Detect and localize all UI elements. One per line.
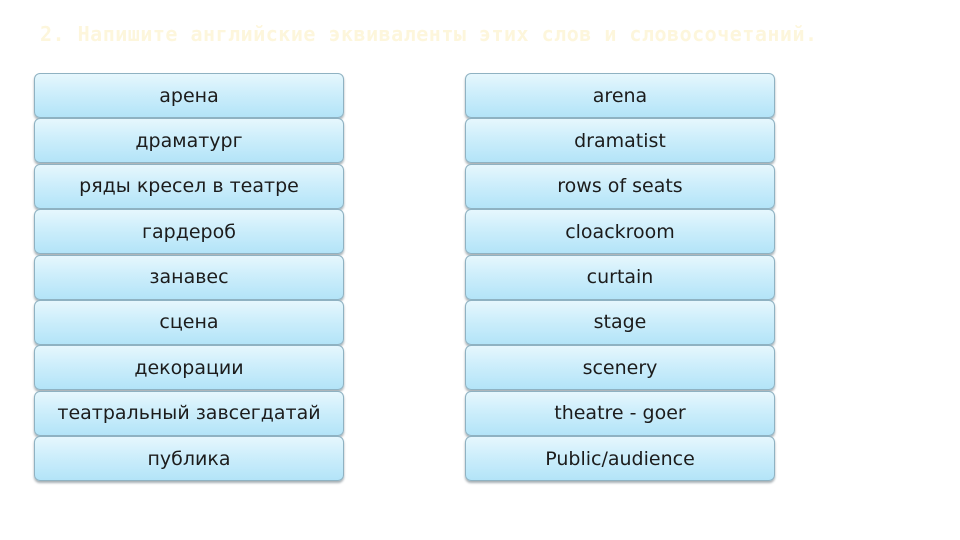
russian-term-box[interactable]: занавес xyxy=(34,255,344,300)
english-term-box[interactable]: cloackroom xyxy=(465,209,775,254)
english-term-box[interactable]: Public/audience xyxy=(465,436,775,481)
english-term-box[interactable]: scenery xyxy=(465,345,775,390)
russian-terms-column xyxy=(34,73,344,482)
russian-term-box[interactable]: гардероб xyxy=(34,209,344,254)
english-term-box[interactable]: arena xyxy=(465,73,775,118)
russian-term-box[interactable]: декорации xyxy=(34,345,344,390)
english-term-box[interactable]: theatre - goer xyxy=(465,391,775,436)
english-terms-column xyxy=(465,73,775,482)
english-term-box[interactable]: dramatist xyxy=(465,118,775,163)
slide-title: 2. Напишите английские эквиваленты этих слов и словосочетаний. xyxy=(40,22,818,46)
russian-term-box[interactable]: арена xyxy=(34,73,344,118)
russian-term-box[interactable]: публика xyxy=(34,436,344,481)
russian-term-box[interactable]: театральный завсегдатай xyxy=(34,391,344,436)
russian-term-box[interactable]: ряды кресел в театре xyxy=(34,164,344,209)
russian-term-box[interactable]: драматург xyxy=(34,118,344,163)
english-term-box[interactable]: curtain xyxy=(465,255,775,300)
english-term-box[interactable]: stage xyxy=(465,300,775,345)
russian-term-box[interactable]: сцена xyxy=(34,300,344,345)
english-term-box[interactable]: rows of seats xyxy=(465,164,775,209)
